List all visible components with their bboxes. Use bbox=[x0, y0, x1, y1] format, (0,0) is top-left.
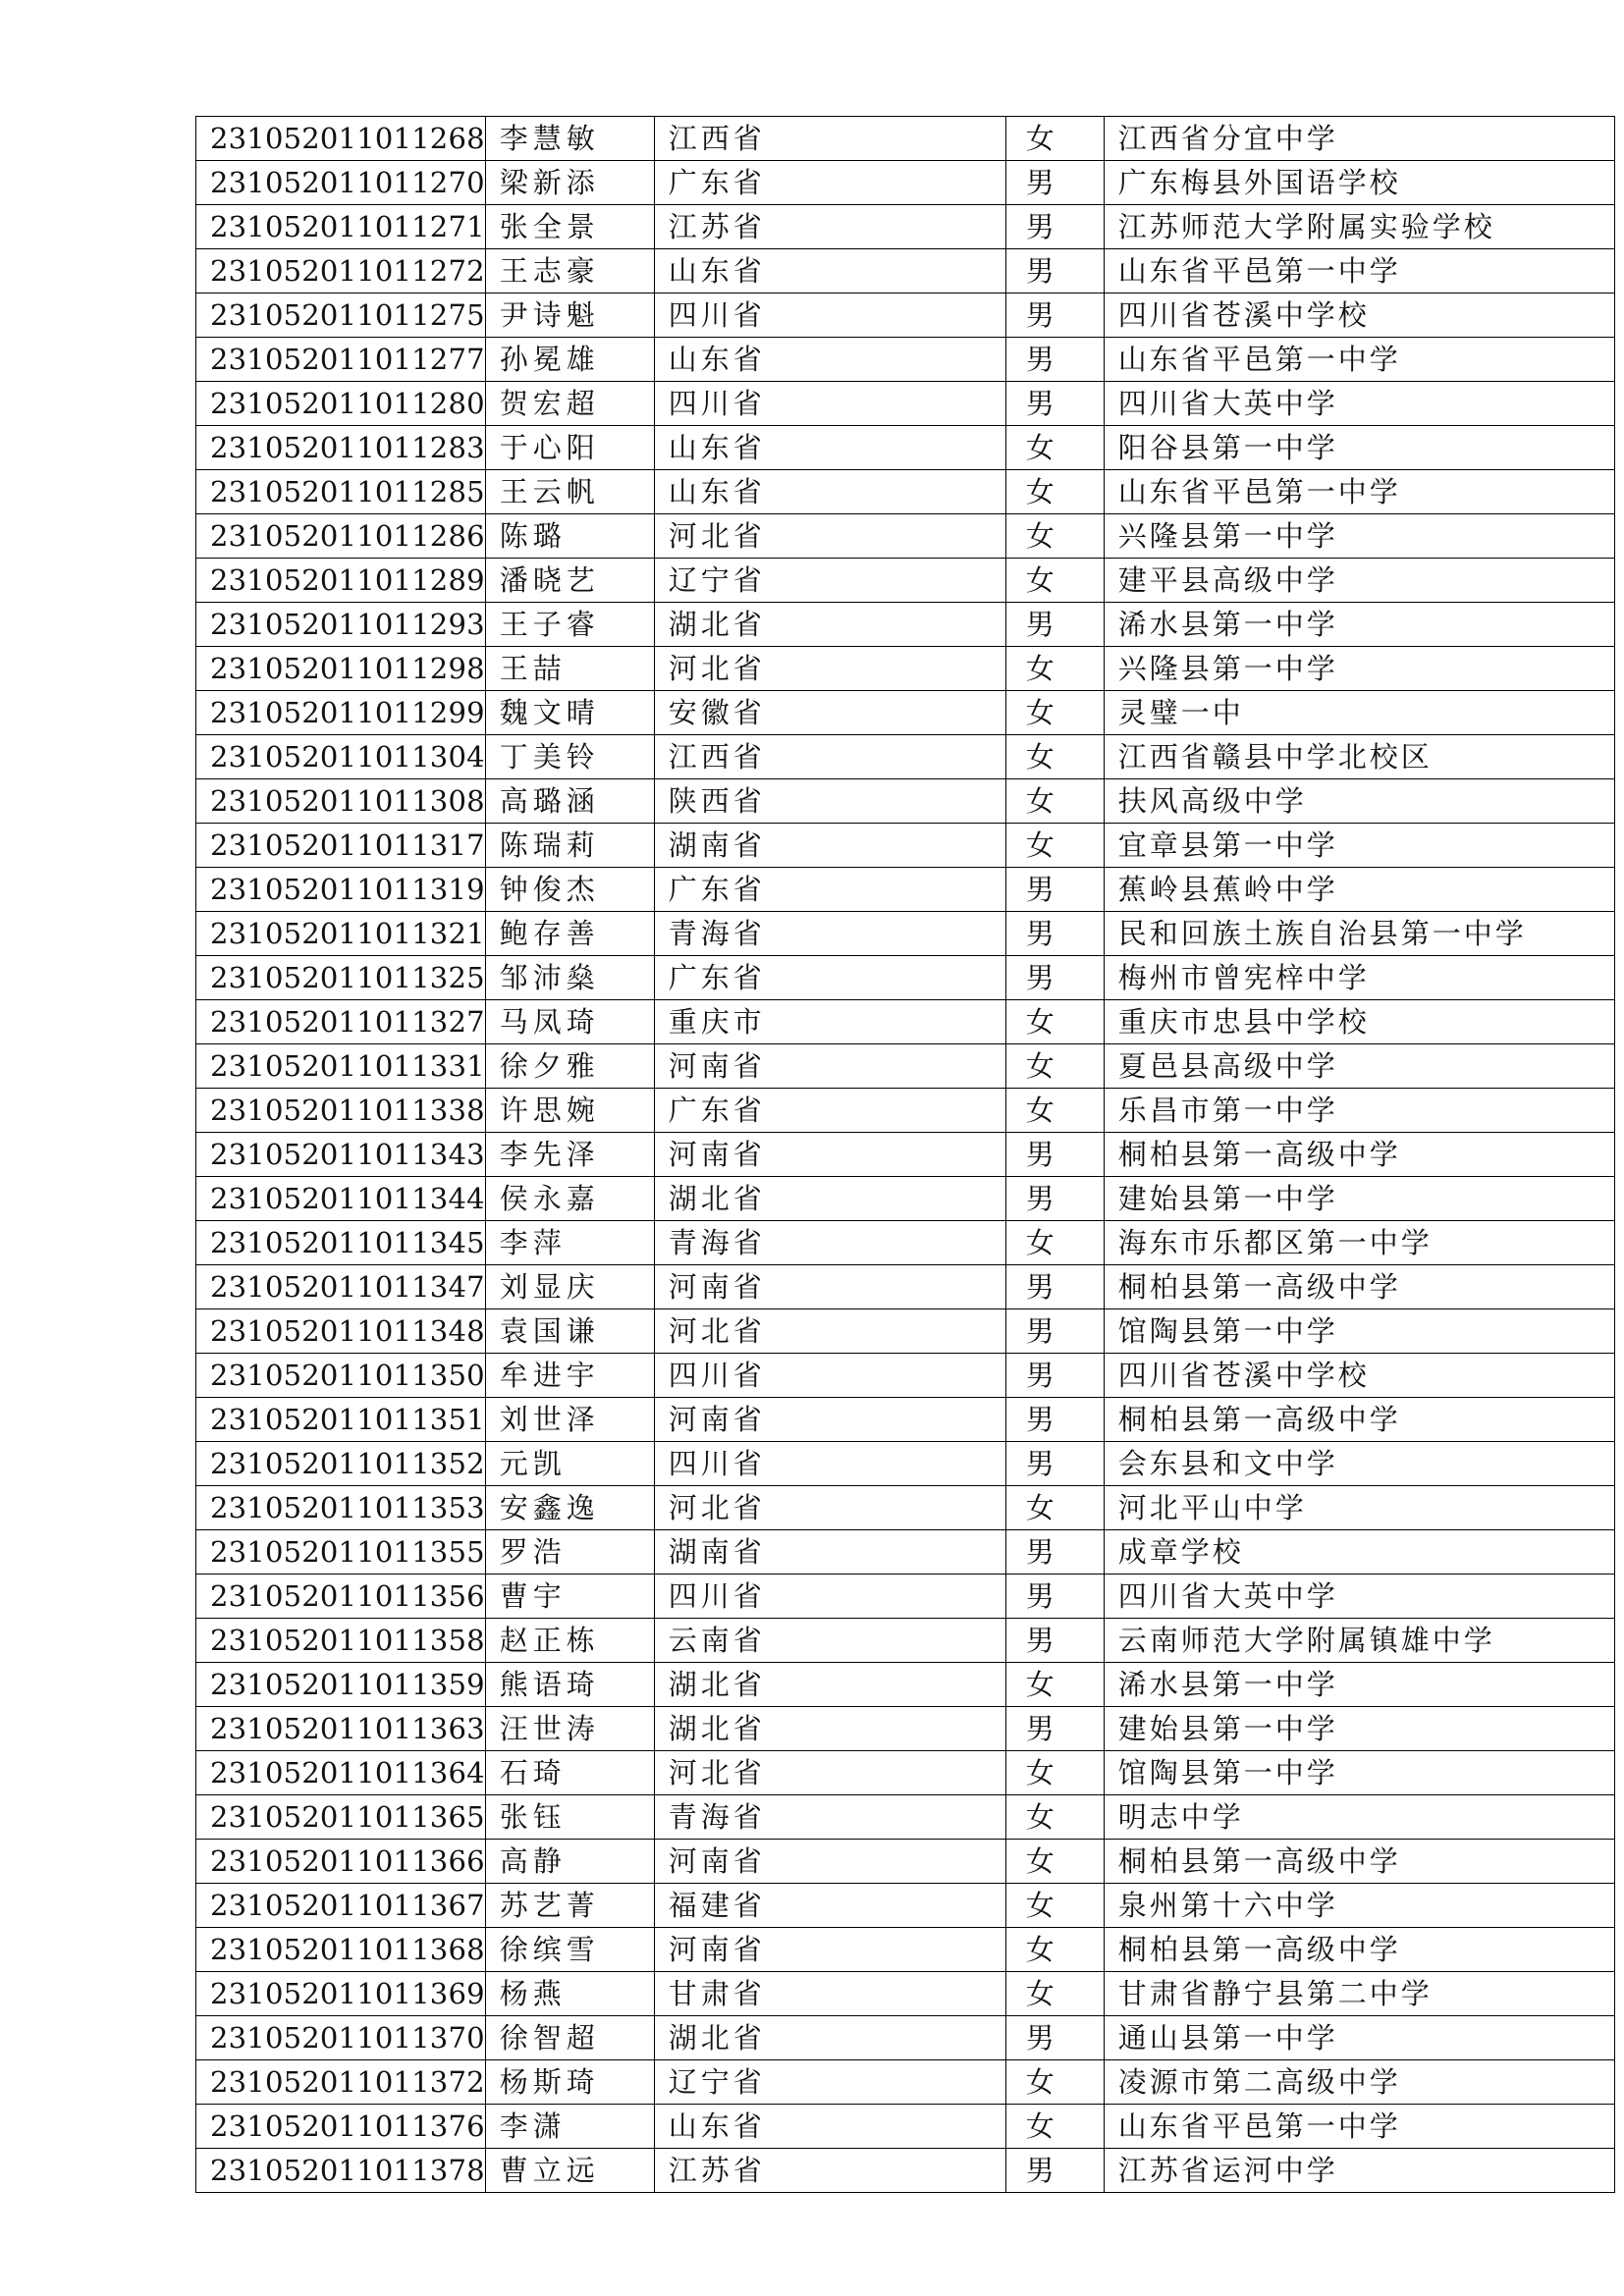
province-cell: 云南省 bbox=[654, 1619, 1005, 1663]
table-row bbox=[196, 1928, 1615, 1972]
student-name-cell: 罗浩 bbox=[485, 1530, 654, 1575]
gender-cell: 女 bbox=[1005, 647, 1104, 691]
table-row bbox=[196, 1840, 1615, 1884]
student-id-cell: 231052011011368 bbox=[196, 1928, 486, 1972]
gender-cell: 男 bbox=[1005, 1707, 1104, 1751]
student-id-cell: 231052011011298 bbox=[196, 647, 486, 691]
student-id-cell: 231052011011308 bbox=[196, 779, 486, 824]
student-id-cell: 231052011011355 bbox=[196, 1530, 486, 1575]
province-cell: 青海省 bbox=[654, 1795, 1005, 1840]
student-name-cell: 徐智超 bbox=[485, 2016, 654, 2060]
student-id-cell: 231052011011353 bbox=[196, 1486, 486, 1530]
school-cell: 四川省苍溪中学校 bbox=[1104, 1354, 1614, 1398]
province-cell: 河南省 bbox=[654, 1044, 1005, 1089]
table-row bbox=[196, 205, 1615, 249]
student-name-cell: 魏文晴 bbox=[485, 691, 654, 735]
table-row bbox=[196, 294, 1615, 338]
gender-cell: 女 bbox=[1005, 1000, 1104, 1044]
school-cell: 兴隆县第一中学 bbox=[1104, 514, 1614, 559]
table-row bbox=[196, 1575, 1615, 1619]
province-cell: 河南省 bbox=[654, 1840, 1005, 1884]
student-name-cell: 刘世泽 bbox=[485, 1398, 654, 1442]
gender-cell: 女 bbox=[1005, 1928, 1104, 1972]
gender-cell: 男 bbox=[1005, 338, 1104, 382]
province-cell: 辽宁省 bbox=[654, 2060, 1005, 2105]
student-id-cell: 231052011011321 bbox=[196, 912, 486, 956]
province-cell: 广东省 bbox=[654, 1089, 1005, 1133]
school-cell: 桐柏县第一高级中学 bbox=[1104, 1398, 1614, 1442]
province-cell: 辽宁省 bbox=[654, 559, 1005, 603]
student-id-cell: 231052011011363 bbox=[196, 1707, 486, 1751]
gender-cell: 男 bbox=[1005, 1575, 1104, 1619]
student-name-cell: 安鑫逸 bbox=[485, 1486, 654, 1530]
student-name-cell: 高静 bbox=[485, 1840, 654, 1884]
province-cell: 山东省 bbox=[654, 426, 1005, 470]
school-cell: 凌源市第二高级中学 bbox=[1104, 2060, 1614, 2105]
province-cell: 四川省 bbox=[654, 1575, 1005, 1619]
gender-cell: 男 bbox=[1005, 161, 1104, 205]
student-name-cell: 孙冕雄 bbox=[485, 338, 654, 382]
school-cell: 通山县第一中学 bbox=[1104, 2016, 1614, 2060]
gender-cell: 男 bbox=[1005, 1133, 1104, 1177]
school-cell: 江苏师范大学附属实验学校 bbox=[1104, 205, 1614, 249]
table-row bbox=[196, 647, 1615, 691]
gender-cell: 女 bbox=[1005, 1486, 1104, 1530]
student-name-cell: 陈瑞莉 bbox=[485, 824, 654, 868]
gender-cell: 女 bbox=[1005, 691, 1104, 735]
province-cell: 河北省 bbox=[654, 647, 1005, 691]
student-id-cell: 231052011011283 bbox=[196, 426, 486, 470]
province-cell: 湖北省 bbox=[654, 1707, 1005, 1751]
gender-cell: 男 bbox=[1005, 294, 1104, 338]
gender-cell: 女 bbox=[1005, 2105, 1104, 2149]
gender-cell: 男 bbox=[1005, 956, 1104, 1000]
province-cell: 广东省 bbox=[654, 956, 1005, 1000]
school-cell: 四川省苍溪中学校 bbox=[1104, 294, 1614, 338]
student-id-cell: 231052011011365 bbox=[196, 1795, 486, 1840]
gender-cell: 男 bbox=[1005, 1177, 1104, 1221]
school-cell: 江西省分宜中学 bbox=[1104, 117, 1614, 161]
student-id-cell: 231052011011304 bbox=[196, 735, 486, 779]
gender-cell: 女 bbox=[1005, 1884, 1104, 1928]
student-id-cell: 231052011011369 bbox=[196, 1972, 486, 2016]
student-name-cell: 鲍存善 bbox=[485, 912, 654, 956]
gender-cell: 女 bbox=[1005, 1751, 1104, 1795]
school-cell: 灵璧一中 bbox=[1104, 691, 1614, 735]
province-cell: 河南省 bbox=[654, 1398, 1005, 1442]
student-name-cell: 汪世涛 bbox=[485, 1707, 654, 1751]
school-cell: 馆陶县第一中学 bbox=[1104, 1309, 1614, 1354]
student-name-cell: 尹诗魁 bbox=[485, 294, 654, 338]
table-row bbox=[196, 1398, 1615, 1442]
gender-cell: 男 bbox=[1005, 603, 1104, 647]
province-cell: 河南省 bbox=[654, 1928, 1005, 1972]
province-cell: 山东省 bbox=[654, 470, 1005, 514]
gender-cell: 男 bbox=[1005, 1309, 1104, 1354]
table-row bbox=[196, 735, 1615, 779]
school-cell: 河北平山中学 bbox=[1104, 1486, 1614, 1530]
gender-cell: 男 bbox=[1005, 1265, 1104, 1309]
student-id-cell: 231052011011280 bbox=[196, 382, 486, 426]
province-cell: 四川省 bbox=[654, 382, 1005, 426]
student-id-cell: 231052011011277 bbox=[196, 338, 486, 382]
school-cell: 会东县和文中学 bbox=[1104, 1442, 1614, 1486]
student-name-cell: 熊语琦 bbox=[485, 1663, 654, 1707]
student-name-cell: 丁美铃 bbox=[485, 735, 654, 779]
table-row bbox=[196, 2149, 1615, 2193]
student-name-cell: 李潇 bbox=[485, 2105, 654, 2149]
student-name-cell: 元凯 bbox=[485, 1442, 654, 1486]
student-id-cell: 231052011011275 bbox=[196, 294, 486, 338]
table-row bbox=[196, 338, 1615, 382]
table-row bbox=[196, 1442, 1615, 1486]
table-row bbox=[196, 1751, 1615, 1795]
student-name-cell: 徐缤雪 bbox=[485, 1928, 654, 1972]
school-cell: 建始县第一中学 bbox=[1104, 1177, 1614, 1221]
gender-cell: 女 bbox=[1005, 2060, 1104, 2105]
student-id-cell: 231052011011350 bbox=[196, 1354, 486, 1398]
school-cell: 桐柏县第一高级中学 bbox=[1104, 1265, 1614, 1309]
student-id-cell: 231052011011299 bbox=[196, 691, 486, 735]
province-cell: 河南省 bbox=[654, 1133, 1005, 1177]
gender-cell: 女 bbox=[1005, 514, 1104, 559]
table-row bbox=[196, 1177, 1615, 1221]
table-row bbox=[196, 603, 1615, 647]
province-cell: 湖南省 bbox=[654, 1530, 1005, 1575]
table-row bbox=[196, 1530, 1615, 1575]
gender-cell: 女 bbox=[1005, 1044, 1104, 1089]
student-name-cell: 曹立远 bbox=[485, 2149, 654, 2193]
gender-cell: 女 bbox=[1005, 1972, 1104, 2016]
gender-cell: 男 bbox=[1005, 2016, 1104, 2060]
school-cell: 云南师范大学附属镇雄中学 bbox=[1104, 1619, 1614, 1663]
gender-cell: 男 bbox=[1005, 1398, 1104, 1442]
school-cell: 阳谷县第一中学 bbox=[1104, 426, 1614, 470]
student-id-cell: 231052011011372 bbox=[196, 2060, 486, 2105]
province-cell: 重庆市 bbox=[654, 1000, 1005, 1044]
student-name-cell: 张全景 bbox=[485, 205, 654, 249]
province-cell: 湖北省 bbox=[654, 1177, 1005, 1221]
school-cell: 馆陶县第一中学 bbox=[1104, 1751, 1614, 1795]
student-name-cell: 王云帆 bbox=[485, 470, 654, 514]
student-name-cell: 邹沛燊 bbox=[485, 956, 654, 1000]
table-row bbox=[196, 1972, 1615, 2016]
table-row bbox=[196, 117, 1615, 161]
province-cell: 河北省 bbox=[654, 1486, 1005, 1530]
province-cell: 湖北省 bbox=[654, 2016, 1005, 2060]
gender-cell: 女 bbox=[1005, 735, 1104, 779]
table-row bbox=[196, 1221, 1615, 1265]
gender-cell: 女 bbox=[1005, 1089, 1104, 1133]
student-id-cell: 231052011011356 bbox=[196, 1575, 486, 1619]
province-cell: 安徽省 bbox=[654, 691, 1005, 735]
province-cell: 江苏省 bbox=[654, 2149, 1005, 2193]
school-cell: 江西省赣县中学北校区 bbox=[1104, 735, 1614, 779]
province-cell: 甘肃省 bbox=[654, 1972, 1005, 2016]
province-cell: 广东省 bbox=[654, 161, 1005, 205]
province-cell: 四川省 bbox=[654, 1354, 1005, 1398]
school-cell: 泉州第十六中学 bbox=[1104, 1884, 1614, 1928]
school-cell: 浠水县第一中学 bbox=[1104, 603, 1614, 647]
student-id-cell: 231052011011293 bbox=[196, 603, 486, 647]
table-row bbox=[196, 1309, 1615, 1354]
student-id-cell: 231052011011376 bbox=[196, 2105, 486, 2149]
table-row bbox=[196, 868, 1615, 912]
gender-cell: 女 bbox=[1005, 1221, 1104, 1265]
province-cell: 湖北省 bbox=[654, 1663, 1005, 1707]
table-row bbox=[196, 691, 1615, 735]
table-row bbox=[196, 1354, 1615, 1398]
student-id-cell: 231052011011348 bbox=[196, 1309, 486, 1354]
school-cell: 海东市乐都区第一中学 bbox=[1104, 1221, 1614, 1265]
student-name-cell: 赵正栋 bbox=[485, 1619, 654, 1663]
province-cell: 山东省 bbox=[654, 2105, 1005, 2149]
gender-cell: 男 bbox=[1005, 868, 1104, 912]
table-row bbox=[196, 426, 1615, 470]
student-name-cell: 许思婉 bbox=[485, 1089, 654, 1133]
school-cell: 重庆市忠县中学校 bbox=[1104, 1000, 1614, 1044]
province-cell: 四川省 bbox=[654, 1442, 1005, 1486]
student-id-cell: 231052011011271 bbox=[196, 205, 486, 249]
student-id-cell: 231052011011344 bbox=[196, 1177, 486, 1221]
student-id-cell: 231052011011347 bbox=[196, 1265, 486, 1309]
school-cell: 山东省平邑第一中学 bbox=[1104, 2105, 1614, 2149]
school-cell: 桐柏县第一高级中学 bbox=[1104, 1928, 1614, 1972]
student-name-cell: 侯永嘉 bbox=[485, 1177, 654, 1221]
gender-cell: 女 bbox=[1005, 559, 1104, 603]
school-cell: 山东省平邑第一中学 bbox=[1104, 338, 1614, 382]
school-cell: 山东省平邑第一中学 bbox=[1104, 249, 1614, 294]
student-id-cell: 231052011011359 bbox=[196, 1663, 486, 1707]
province-cell: 青海省 bbox=[654, 912, 1005, 956]
province-cell: 山东省 bbox=[654, 338, 1005, 382]
gender-cell: 女 bbox=[1005, 1663, 1104, 1707]
table-row bbox=[196, 2105, 1615, 2149]
gender-cell: 男 bbox=[1005, 205, 1104, 249]
student-id-cell: 231052011011370 bbox=[196, 2016, 486, 2060]
student-id-cell: 231052011011338 bbox=[196, 1089, 486, 1133]
table-row bbox=[196, 161, 1615, 205]
student-name-cell: 徐夕雅 bbox=[485, 1044, 654, 1089]
province-cell: 四川省 bbox=[654, 294, 1005, 338]
gender-cell: 女 bbox=[1005, 779, 1104, 824]
province-cell: 广东省 bbox=[654, 868, 1005, 912]
student-id-cell: 231052011011272 bbox=[196, 249, 486, 294]
gender-cell: 男 bbox=[1005, 1354, 1104, 1398]
province-cell: 河北省 bbox=[654, 514, 1005, 559]
table-row bbox=[196, 1133, 1615, 1177]
student-id-cell: 231052011011327 bbox=[196, 1000, 486, 1044]
student-id-cell: 231052011011351 bbox=[196, 1398, 486, 1442]
student-id-cell: 231052011011285 bbox=[196, 470, 486, 514]
student-name-cell: 高璐涵 bbox=[485, 779, 654, 824]
table-row bbox=[196, 1619, 1615, 1663]
province-cell: 湖南省 bbox=[654, 824, 1005, 868]
student-id-cell: 231052011011364 bbox=[196, 1751, 486, 1795]
school-cell: 甘肃省静宁县第二中学 bbox=[1104, 1972, 1614, 2016]
student-name-cell: 石琦 bbox=[485, 1751, 654, 1795]
student-name-cell: 于心阳 bbox=[485, 426, 654, 470]
table-row bbox=[196, 824, 1615, 868]
table-row bbox=[196, 1265, 1615, 1309]
school-cell: 四川省大英中学 bbox=[1104, 1575, 1614, 1619]
table-row bbox=[196, 956, 1615, 1000]
province-cell: 河北省 bbox=[654, 1751, 1005, 1795]
school-cell: 宜章县第一中学 bbox=[1104, 824, 1614, 868]
student-name-cell: 马凤琦 bbox=[485, 1000, 654, 1044]
student-id-cell: 231052011011289 bbox=[196, 559, 486, 603]
table-row bbox=[196, 514, 1615, 559]
gender-cell: 男 bbox=[1005, 1530, 1104, 1575]
school-cell: 民和回族土族自治县第一中学 bbox=[1104, 912, 1614, 956]
table-row bbox=[196, 382, 1615, 426]
table-row bbox=[196, 779, 1615, 824]
province-cell: 河南省 bbox=[654, 1265, 1005, 1309]
student-name-cell: 张钰 bbox=[485, 1795, 654, 1840]
student-name-cell: 王喆 bbox=[485, 647, 654, 691]
province-cell: 陕西省 bbox=[654, 779, 1005, 824]
table-row bbox=[196, 1707, 1615, 1751]
school-cell: 四川省大英中学 bbox=[1104, 382, 1614, 426]
school-cell: 广东梅县外国语学校 bbox=[1104, 161, 1614, 205]
table-row bbox=[196, 1044, 1615, 1089]
school-cell: 扶风高级中学 bbox=[1104, 779, 1614, 824]
table-row bbox=[196, 1884, 1615, 1928]
table-row bbox=[196, 1089, 1615, 1133]
school-cell: 江苏省运河中学 bbox=[1104, 2149, 1614, 2193]
gender-cell: 男 bbox=[1005, 249, 1104, 294]
student-name-cell: 牟进宇 bbox=[485, 1354, 654, 1398]
student-name-cell: 陈璐 bbox=[485, 514, 654, 559]
gender-cell: 女 bbox=[1005, 824, 1104, 868]
gender-cell: 男 bbox=[1005, 1619, 1104, 1663]
table-row bbox=[196, 2016, 1615, 2060]
province-cell: 青海省 bbox=[654, 1221, 1005, 1265]
school-cell: 建平县高级中学 bbox=[1104, 559, 1614, 603]
student-id-cell: 231052011011378 bbox=[196, 2149, 486, 2193]
student-id-cell: 231052011011286 bbox=[196, 514, 486, 559]
student-name-cell: 贺宏超 bbox=[485, 382, 654, 426]
gender-cell: 女 bbox=[1005, 1795, 1104, 1840]
table-row bbox=[196, 559, 1615, 603]
school-cell: 成章学校 bbox=[1104, 1530, 1614, 1575]
school-cell: 建始县第一中学 bbox=[1104, 1707, 1614, 1751]
province-cell: 河北省 bbox=[654, 1309, 1005, 1354]
table-row bbox=[196, 470, 1615, 514]
gender-cell: 女 bbox=[1005, 117, 1104, 161]
student-name-cell: 钟俊杰 bbox=[485, 868, 654, 912]
table-row bbox=[196, 1795, 1615, 1840]
gender-cell: 男 bbox=[1005, 912, 1104, 956]
student-name-cell: 杨燕 bbox=[485, 1972, 654, 2016]
student-id-cell: 231052011011317 bbox=[196, 824, 486, 868]
gender-cell: 男 bbox=[1005, 1442, 1104, 1486]
province-cell: 江西省 bbox=[654, 735, 1005, 779]
student-name-cell: 曹宇 bbox=[485, 1575, 654, 1619]
school-cell: 浠水县第一中学 bbox=[1104, 1663, 1614, 1707]
school-cell: 山东省平邑第一中学 bbox=[1104, 470, 1614, 514]
school-cell: 蕉岭县蕉岭中学 bbox=[1104, 868, 1614, 912]
school-cell: 桐柏县第一高级中学 bbox=[1104, 1840, 1614, 1884]
gender-cell: 男 bbox=[1005, 382, 1104, 426]
student-id-cell: 231052011011270 bbox=[196, 161, 486, 205]
school-cell: 夏邑县高级中学 bbox=[1104, 1044, 1614, 1089]
province-cell: 山东省 bbox=[654, 249, 1005, 294]
student-name-cell: 梁新添 bbox=[485, 161, 654, 205]
table-row bbox=[196, 1663, 1615, 1707]
gender-cell: 女 bbox=[1005, 426, 1104, 470]
student-id-cell: 231052011011345 bbox=[196, 1221, 486, 1265]
student-list-table bbox=[195, 116, 1615, 2193]
student-id-cell: 231052011011268 bbox=[196, 117, 486, 161]
school-cell: 梅州市曾宪梓中学 bbox=[1104, 956, 1614, 1000]
student-name-cell: 刘显庆 bbox=[485, 1265, 654, 1309]
student-name-cell: 李慧敏 bbox=[485, 117, 654, 161]
student-id-cell: 231052011011352 bbox=[196, 1442, 486, 1486]
table-row bbox=[196, 2060, 1615, 2105]
student-id-cell: 231052011011366 bbox=[196, 1840, 486, 1884]
table-row bbox=[196, 1000, 1615, 1044]
school-cell: 兴隆县第一中学 bbox=[1104, 647, 1614, 691]
gender-cell: 男 bbox=[1005, 2149, 1104, 2193]
student-id-cell: 231052011011343 bbox=[196, 1133, 486, 1177]
student-name-cell: 李先泽 bbox=[485, 1133, 654, 1177]
student-name-cell: 杨斯琦 bbox=[485, 2060, 654, 2105]
gender-cell: 女 bbox=[1005, 470, 1104, 514]
table-row bbox=[196, 249, 1615, 294]
student-id-cell: 231052011011325 bbox=[196, 956, 486, 1000]
table-row bbox=[196, 1486, 1615, 1530]
province-cell: 江西省 bbox=[654, 117, 1005, 161]
student-id-cell: 231052011011331 bbox=[196, 1044, 486, 1089]
student-id-cell: 231052011011319 bbox=[196, 868, 486, 912]
school-cell: 明志中学 bbox=[1104, 1795, 1614, 1840]
student-name-cell: 苏艺菁 bbox=[485, 1884, 654, 1928]
province-cell: 福建省 bbox=[654, 1884, 1005, 1928]
student-id-cell: 231052011011358 bbox=[196, 1619, 486, 1663]
table-row bbox=[196, 912, 1615, 956]
school-cell: 乐昌市第一中学 bbox=[1104, 1089, 1614, 1133]
student-id-cell: 231052011011367 bbox=[196, 1884, 486, 1928]
student-name-cell: 李萍 bbox=[485, 1221, 654, 1265]
school-cell: 桐柏县第一高级中学 bbox=[1104, 1133, 1614, 1177]
gender-cell: 女 bbox=[1005, 1840, 1104, 1884]
province-cell: 湖北省 bbox=[654, 603, 1005, 647]
student-name-cell: 王子睿 bbox=[485, 603, 654, 647]
province-cell: 江苏省 bbox=[654, 205, 1005, 249]
student-list-body bbox=[196, 117, 1615, 2193]
student-name-cell: 潘晓艺 bbox=[485, 559, 654, 603]
student-name-cell: 袁国谦 bbox=[485, 1309, 654, 1354]
student-name-cell: 王志豪 bbox=[485, 249, 654, 294]
